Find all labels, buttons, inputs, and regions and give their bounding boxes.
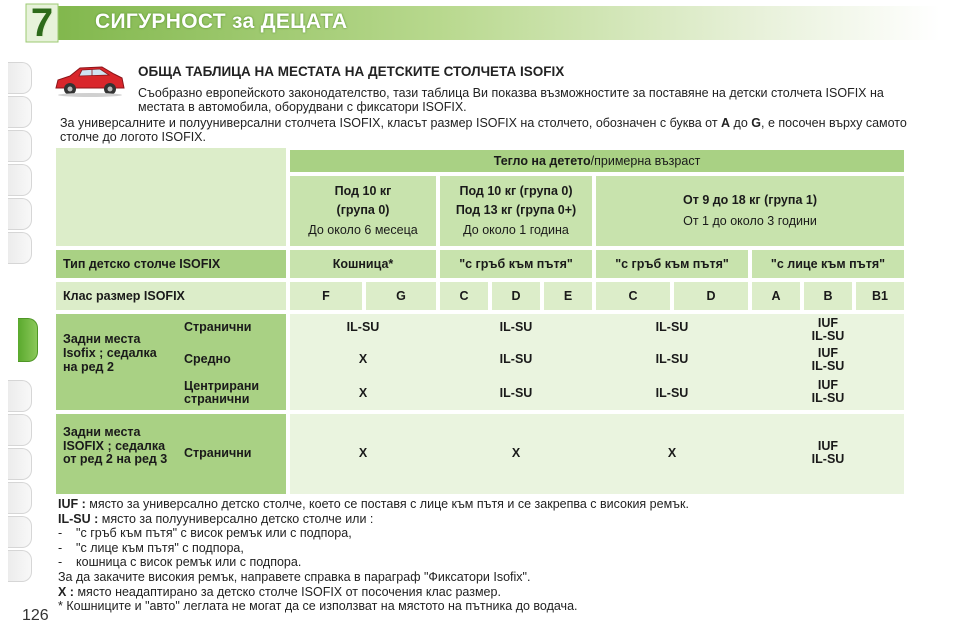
section-title: ОБЩА ТАБЛИЦА НА МЕСТАТА НА ДЕТСКИТЕ СТОЛЧЕТА ISOFIX	[138, 64, 565, 79]
page-header	[0, 0, 960, 46]
row3-sub: Странични	[184, 446, 252, 460]
chapter-tab[interactable]	[8, 198, 32, 230]
value-cell: X	[511, 445, 521, 460]
page-title: СИГУРНОСТ за ДЕЦАТА	[95, 10, 348, 33]
note-bullet: - "с лице към пътя" с подпора,	[58, 540, 244, 555]
chapter-tab[interactable]	[8, 96, 32, 128]
value-cell: IUF IL-SU	[811, 378, 845, 405]
class-cell: A	[752, 282, 800, 310]
note-iuf	[58, 497, 918, 512]
value-cell: IL-SU	[499, 351, 533, 366]
note-text: място за полуунивeрсално детско столче или :	[98, 511, 374, 526]
row3-block	[56, 414, 286, 494]
chapter-tab[interactable]	[8, 516, 32, 548]
weight-header-rest: /примерна възраст	[590, 153, 701, 168]
chapter-tab[interactable]	[8, 448, 32, 480]
note-key: IUF :	[58, 497, 86, 511]
class-cell: F	[290, 282, 362, 310]
chapter-badge	[22, 2, 62, 44]
intro-letter-g: G	[751, 116, 761, 130]
value-cell: IL-SU	[346, 319, 380, 334]
row2-label: Задни места Isofix ; седалка на ред 2	[63, 332, 157, 374]
value-cell: X	[358, 385, 368, 400]
value-cell: X	[667, 445, 677, 460]
chapter-tab-active[interactable]	[18, 318, 38, 362]
row2-sub-lateral: Странични	[184, 320, 252, 334]
value-cell: IL-SU	[499, 385, 533, 400]
chapter-tab[interactable]	[8, 550, 32, 582]
chapter-tab[interactable]	[8, 164, 32, 196]
intro-size-class-paragraph	[60, 116, 920, 144]
chapter-tab[interactable]	[8, 482, 32, 514]
group-0plus-header	[440, 176, 592, 246]
value-cell: IL-SU	[499, 319, 533, 334]
group-0-age: До около 6 месеца	[308, 222, 418, 237]
intro-text: до	[730, 116, 752, 130]
weight-header-bold: Тегло на детето	[493, 153, 591, 168]
chapter-tab[interactable]	[8, 62, 32, 94]
group-0plus-age: До около 1 година	[463, 222, 569, 237]
note-bullet: - кошница с висок ремък или с подпора.	[58, 555, 302, 570]
type-cell: "с гръб към пътя"	[440, 250, 592, 278]
group-0plus-weight2: Под 13 кг (група 0+)	[455, 203, 577, 218]
class-cell: B1	[856, 282, 904, 310]
note-key: IL-SU :	[58, 511, 99, 526]
group-1-age: От 1 до около 3 години	[683, 214, 817, 228]
row2-block	[56, 314, 286, 410]
chapter-tab[interactable]	[8, 130, 32, 162]
intro-text: , е посочен върху самото столче до логото ISOFIX.	[60, 116, 907, 144]
value-cell: IL-SU	[655, 351, 689, 366]
value-cell: X	[358, 445, 368, 460]
value-cell: IUF IL-SU	[811, 346, 845, 373]
car-icon	[52, 62, 128, 98]
row3-label: Задни места ISOFIX ; седалка от ред 2 на ред 3	[63, 425, 168, 466]
class-row-label: Клас размер ISOFIX	[56, 282, 286, 310]
type-cell: "с лице към пътя"	[752, 250, 904, 278]
type-cell: Кошница*	[290, 250, 436, 278]
note-x	[58, 585, 918, 600]
group-1-weight: От 9 до 18 кг (група 1)	[683, 193, 817, 207]
group-1-header	[596, 176, 904, 246]
note-text: място за универсално детско столче, което се поставя с лице към пътя и се закрепва с високия ремък.	[85, 497, 689, 511]
note-key: X :	[58, 584, 74, 599]
group-0-group: (група 0)	[336, 203, 390, 218]
group-0-header	[290, 176, 436, 246]
class-cell: C	[596, 282, 670, 310]
legend-notes	[58, 497, 918, 599]
intro-paragraph: Съобразно европейското законодателство, тази таблица Ви показва възможностите за поставяне на детски столчета ISOFIX на местата в автомобила, оборудвани с фиксатори ISOFIX.	[138, 86, 884, 114]
value-cell: IL-SU	[655, 319, 689, 334]
note-strap: За да закачите високия ремък, направете справка в параграф "Фиксатори Isofix".	[58, 569, 531, 584]
intro-text: За универсалните и полуунивeрсални столчета ISOFIX, класът размер ISOFIX на столчето, обозначен с буква от	[60, 116, 722, 130]
group-0plus-weight1: Под 10 кг (група 0)	[459, 184, 573, 199]
class-cell: G	[366, 282, 436, 310]
type-row-label: Тип детско столче ISOFIX	[56, 250, 286, 278]
chapter-number: 7	[30, 1, 54, 45]
table-corner-cell	[56, 148, 286, 246]
note-bullet: - "с гръб към пътя" с висок ремък или с подпора,	[58, 526, 352, 541]
chapter-tab[interactable]	[8, 380, 32, 412]
chapter-tabs	[0, 62, 36, 582]
chapter-tab[interactable]	[8, 232, 32, 264]
class-cell: D	[492, 282, 540, 310]
page-number: 126	[22, 607, 49, 624]
value-cell: X	[358, 351, 368, 366]
value-cell: IUF IL-SU	[811, 316, 845, 343]
row2-sub-centered: Центрирани странични	[184, 379, 260, 406]
class-cell: D	[674, 282, 748, 310]
weight-header	[290, 150, 904, 172]
isofix-table	[56, 148, 904, 494]
group-0-weight: Под 10 кг	[334, 184, 392, 199]
intro-letter-a: A	[721, 116, 731, 130]
note-text: място неадаптирано за детско столче ISOFIX от посочения клас размер.	[73, 584, 501, 599]
note-ilsu	[58, 512, 918, 527]
value-cell: IUF IL-SU	[811, 439, 845, 466]
class-cell: C	[440, 282, 488, 310]
type-cell: "с гръб към пътя"	[596, 250, 748, 278]
row2-sub-middle: Средно	[184, 352, 231, 366]
chapter-tab[interactable]	[8, 414, 32, 446]
value-cell: IL-SU	[655, 385, 689, 400]
class-cell: B	[804, 282, 852, 310]
class-cell: E	[544, 282, 592, 310]
footnote: * Кошниците и "авто" леглата не могат да се използват на мястото на пътника до водача.	[58, 599, 578, 613]
